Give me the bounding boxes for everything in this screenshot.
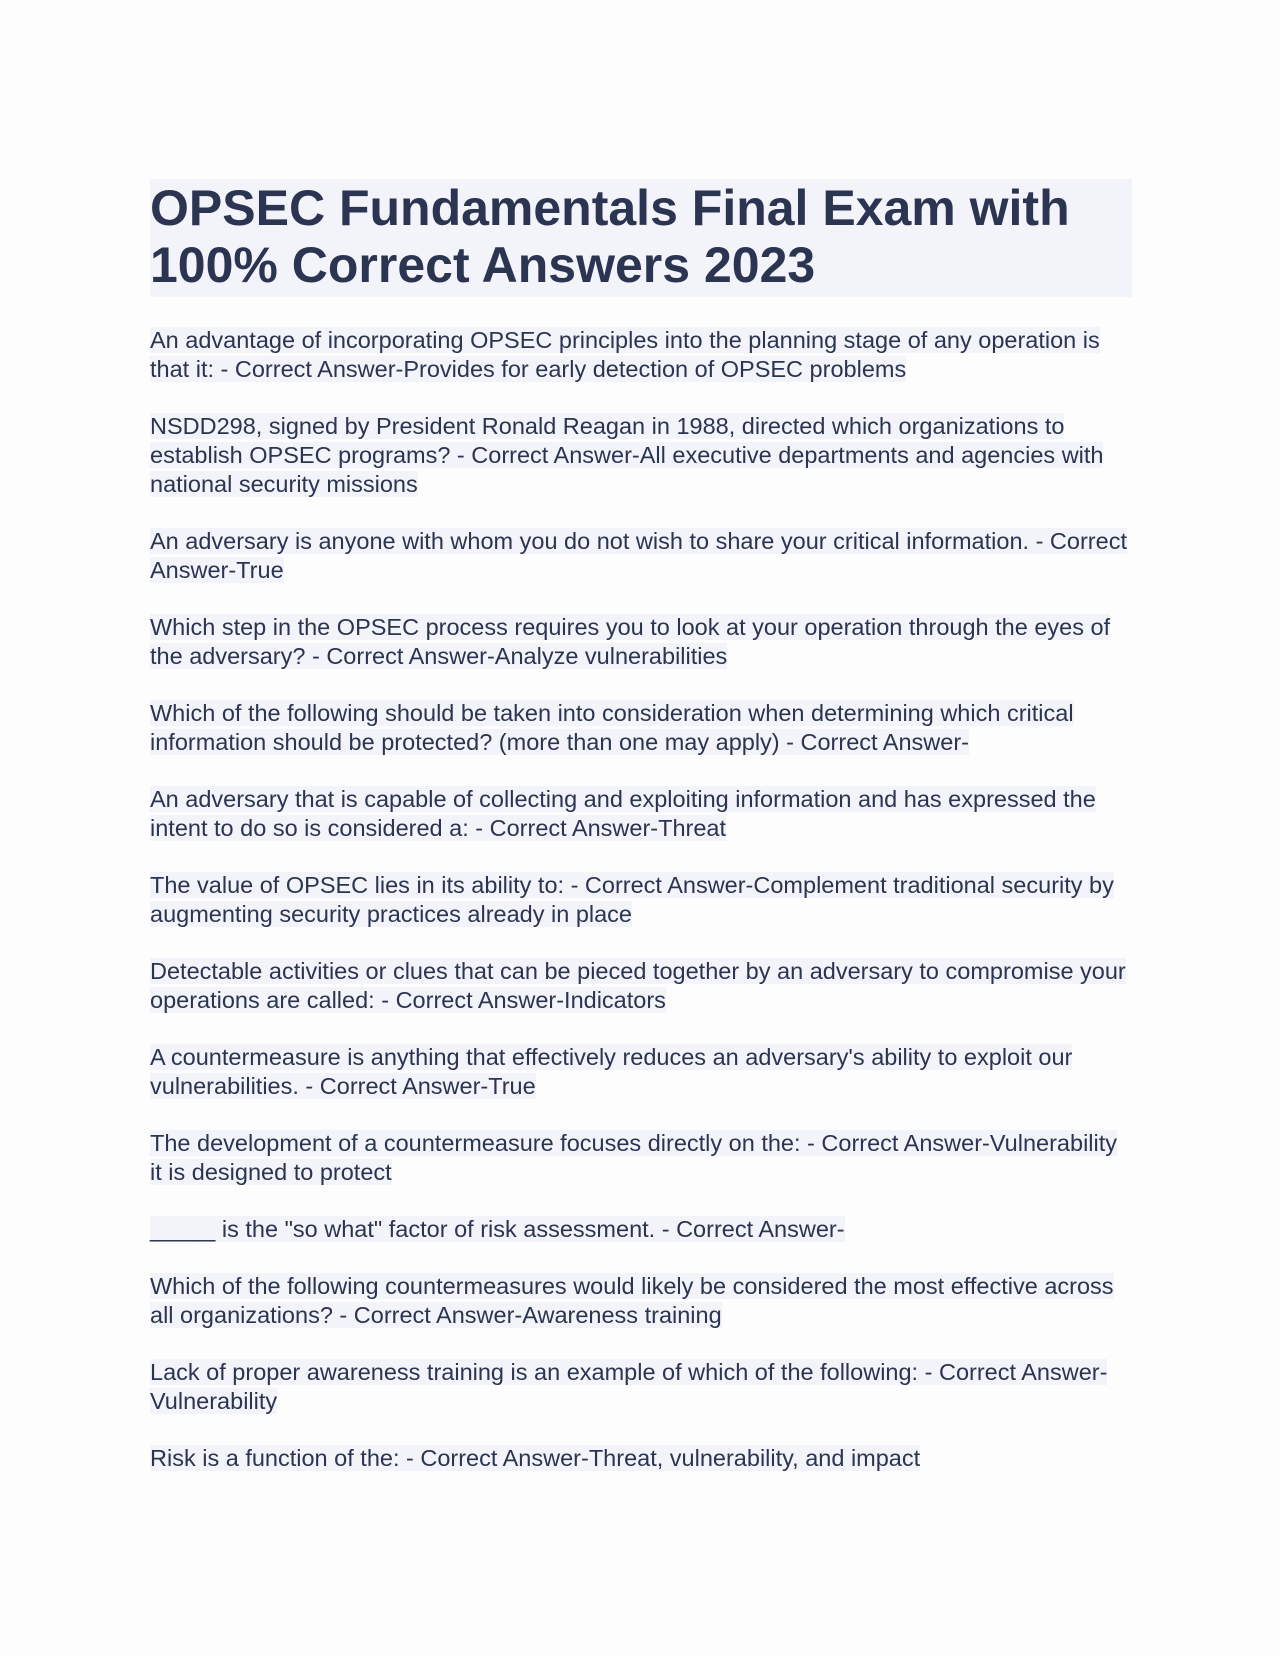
question-text: The value of OPSEC lies in its ability to: - Correct Answer-Complement traditional security by augmenting security practices already in place xyxy=(150,872,1114,927)
question-text: Which of the following should be taken into consideration when determining which critical information should be protected? (more than one may apply) - Correct Answer- xyxy=(150,700,1074,755)
question-item xyxy=(150,412,1132,499)
question-item xyxy=(150,326,1132,384)
question-item xyxy=(150,699,1132,757)
question-text: Risk is a function of the: - Correct Answer-Threat, vulnerability, and impact xyxy=(150,1445,921,1471)
question-item xyxy=(150,1215,1132,1244)
question-item xyxy=(150,871,1132,929)
question-text: An advantage of incorporating OPSEC principles into the planning stage of any operation is that it: - Correct Answer-Provides for early detection of OPSEC problems xyxy=(150,327,1100,382)
question-item xyxy=(150,785,1132,843)
question-item xyxy=(150,1444,1132,1473)
question-text: Lack of proper awareness training is an example of which of the following: - Correct Answer-Vulnerability xyxy=(150,1359,1108,1414)
document-page xyxy=(150,179,1132,1501)
question-text: A countermeasure is anything that effectively reduces an adversary's ability to exploit our vulnerabilities. - Correct Answer-True xyxy=(150,1044,1073,1099)
question-item xyxy=(150,1358,1132,1416)
question-text: An adversary is anyone with whom you do not wish to share your critical information. - Correct Answer-True xyxy=(150,528,1127,583)
question-item xyxy=(150,1043,1132,1101)
title-block xyxy=(150,179,1132,297)
question-item xyxy=(150,1129,1132,1187)
question-item xyxy=(150,1272,1132,1330)
question-text: _____ is the "so what" factor of risk assessment. - Correct Answer- xyxy=(150,1216,845,1242)
question-text: NSDD298, signed by President Ronald Reagan in 1988, directed which organizations to establish OPSEC programs? - Correct Answer-All executive departments and agencies with national security missions xyxy=(150,413,1104,497)
question-text: Which of the following countermeasures would likely be considered the most effective across all organizations? - Correct Answer-Awareness training xyxy=(150,1273,1114,1328)
question-item xyxy=(150,527,1132,585)
question-list xyxy=(150,326,1132,1473)
question-item xyxy=(150,613,1132,671)
question-text: Which step in the OPSEC process requires you to look at your operation through the eyes of the adversary? - Correct Answer-Analyze vulnerabilities xyxy=(150,614,1111,669)
question-text: The development of a countermeasure focuses directly on the: - Correct Answer-Vulnerability it is designed to protect xyxy=(150,1130,1118,1185)
question-text: An adversary that is capable of collecting and exploiting information and has expressed the intent to do so is considered a: - Correct Answer-Threat xyxy=(150,786,1096,841)
page-title: OPSEC Fundamentals Final Exam with 100% Correct Answers 2023 xyxy=(150,180,1070,293)
question-text: Detectable activities or clues that can be pieced together by an adversary to compromise your operations are called: - Correct Answer-Indicators xyxy=(150,958,1126,1013)
question-item xyxy=(150,957,1132,1015)
